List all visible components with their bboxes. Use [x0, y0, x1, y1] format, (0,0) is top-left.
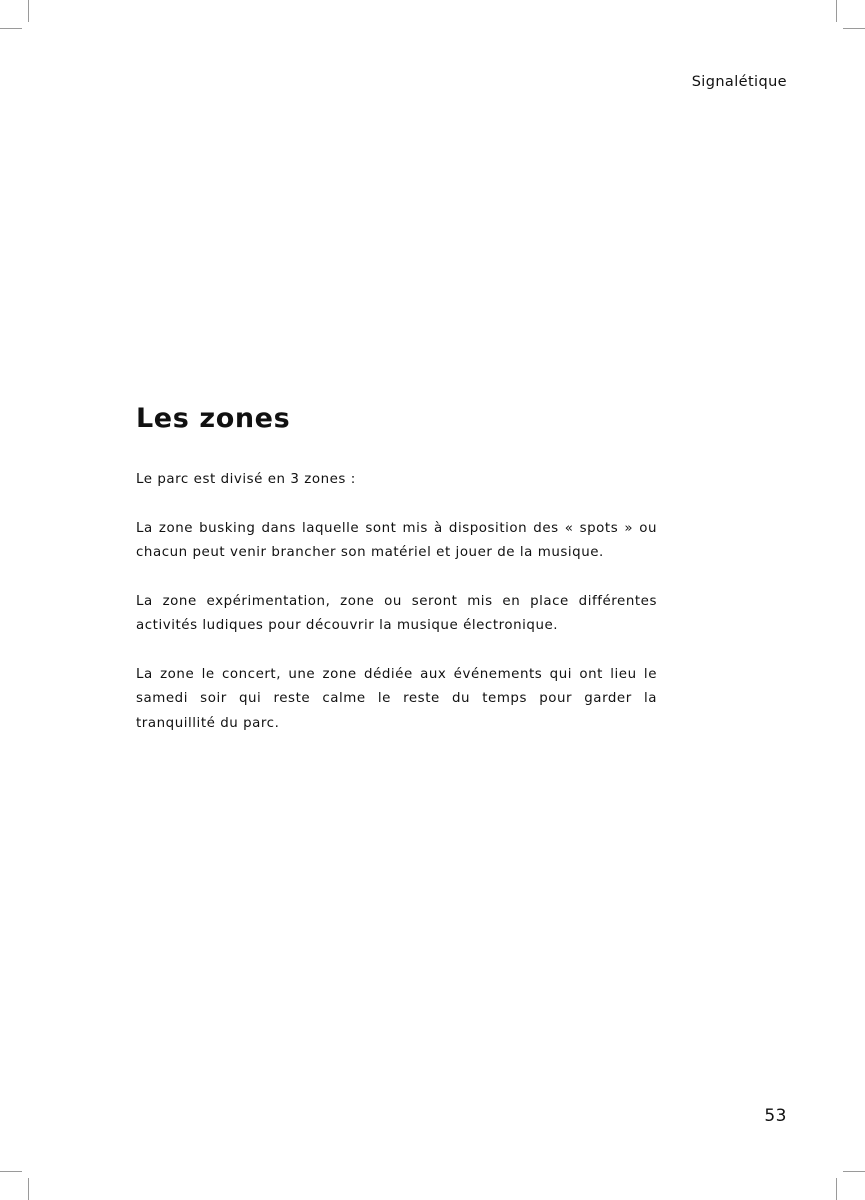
page-content	[136, 398, 657, 760]
concert-zone-paragraph: La zone le concert, une zone dédiée aux événements qui ont lieu le samedi soir qui reste calme le reste du temps pour garder la tranquillité du parc.	[136, 666, 657, 731]
busking-zone-paragraph: La zone busking dans laquelle sont mis à disposition des « spots » ou chacun peut venir brancher son matériel et jouer de la musique.	[136, 520, 657, 560]
experimentation-zone-paragraph: La zone expérimentation, zone ou seront mis en place différentes activités ludiques pour découvrir la musique électronique.	[136, 593, 657, 633]
crop-mark-top-left	[28, 0, 29, 22]
crop-mark-top-right-horizontal	[843, 28, 865, 29]
page-title: Les zones	[136, 403, 291, 434]
section-label: Signalétique	[691, 74, 787, 90]
page-number: 53	[764, 1106, 787, 1126]
crop-mark-bottom-right	[836, 1178, 837, 1200]
crop-mark-top-right	[836, 0, 837, 22]
crop-mark-bottom-left-horizontal	[0, 1171, 22, 1172]
crop-mark-top-left-horizontal	[0, 28, 22, 29]
crop-mark-bottom-right-horizontal	[843, 1171, 865, 1172]
crop-mark-bottom-left	[28, 1178, 29, 1200]
intro-paragraph: Le parc est divisé en 3 zones :	[136, 472, 356, 487]
